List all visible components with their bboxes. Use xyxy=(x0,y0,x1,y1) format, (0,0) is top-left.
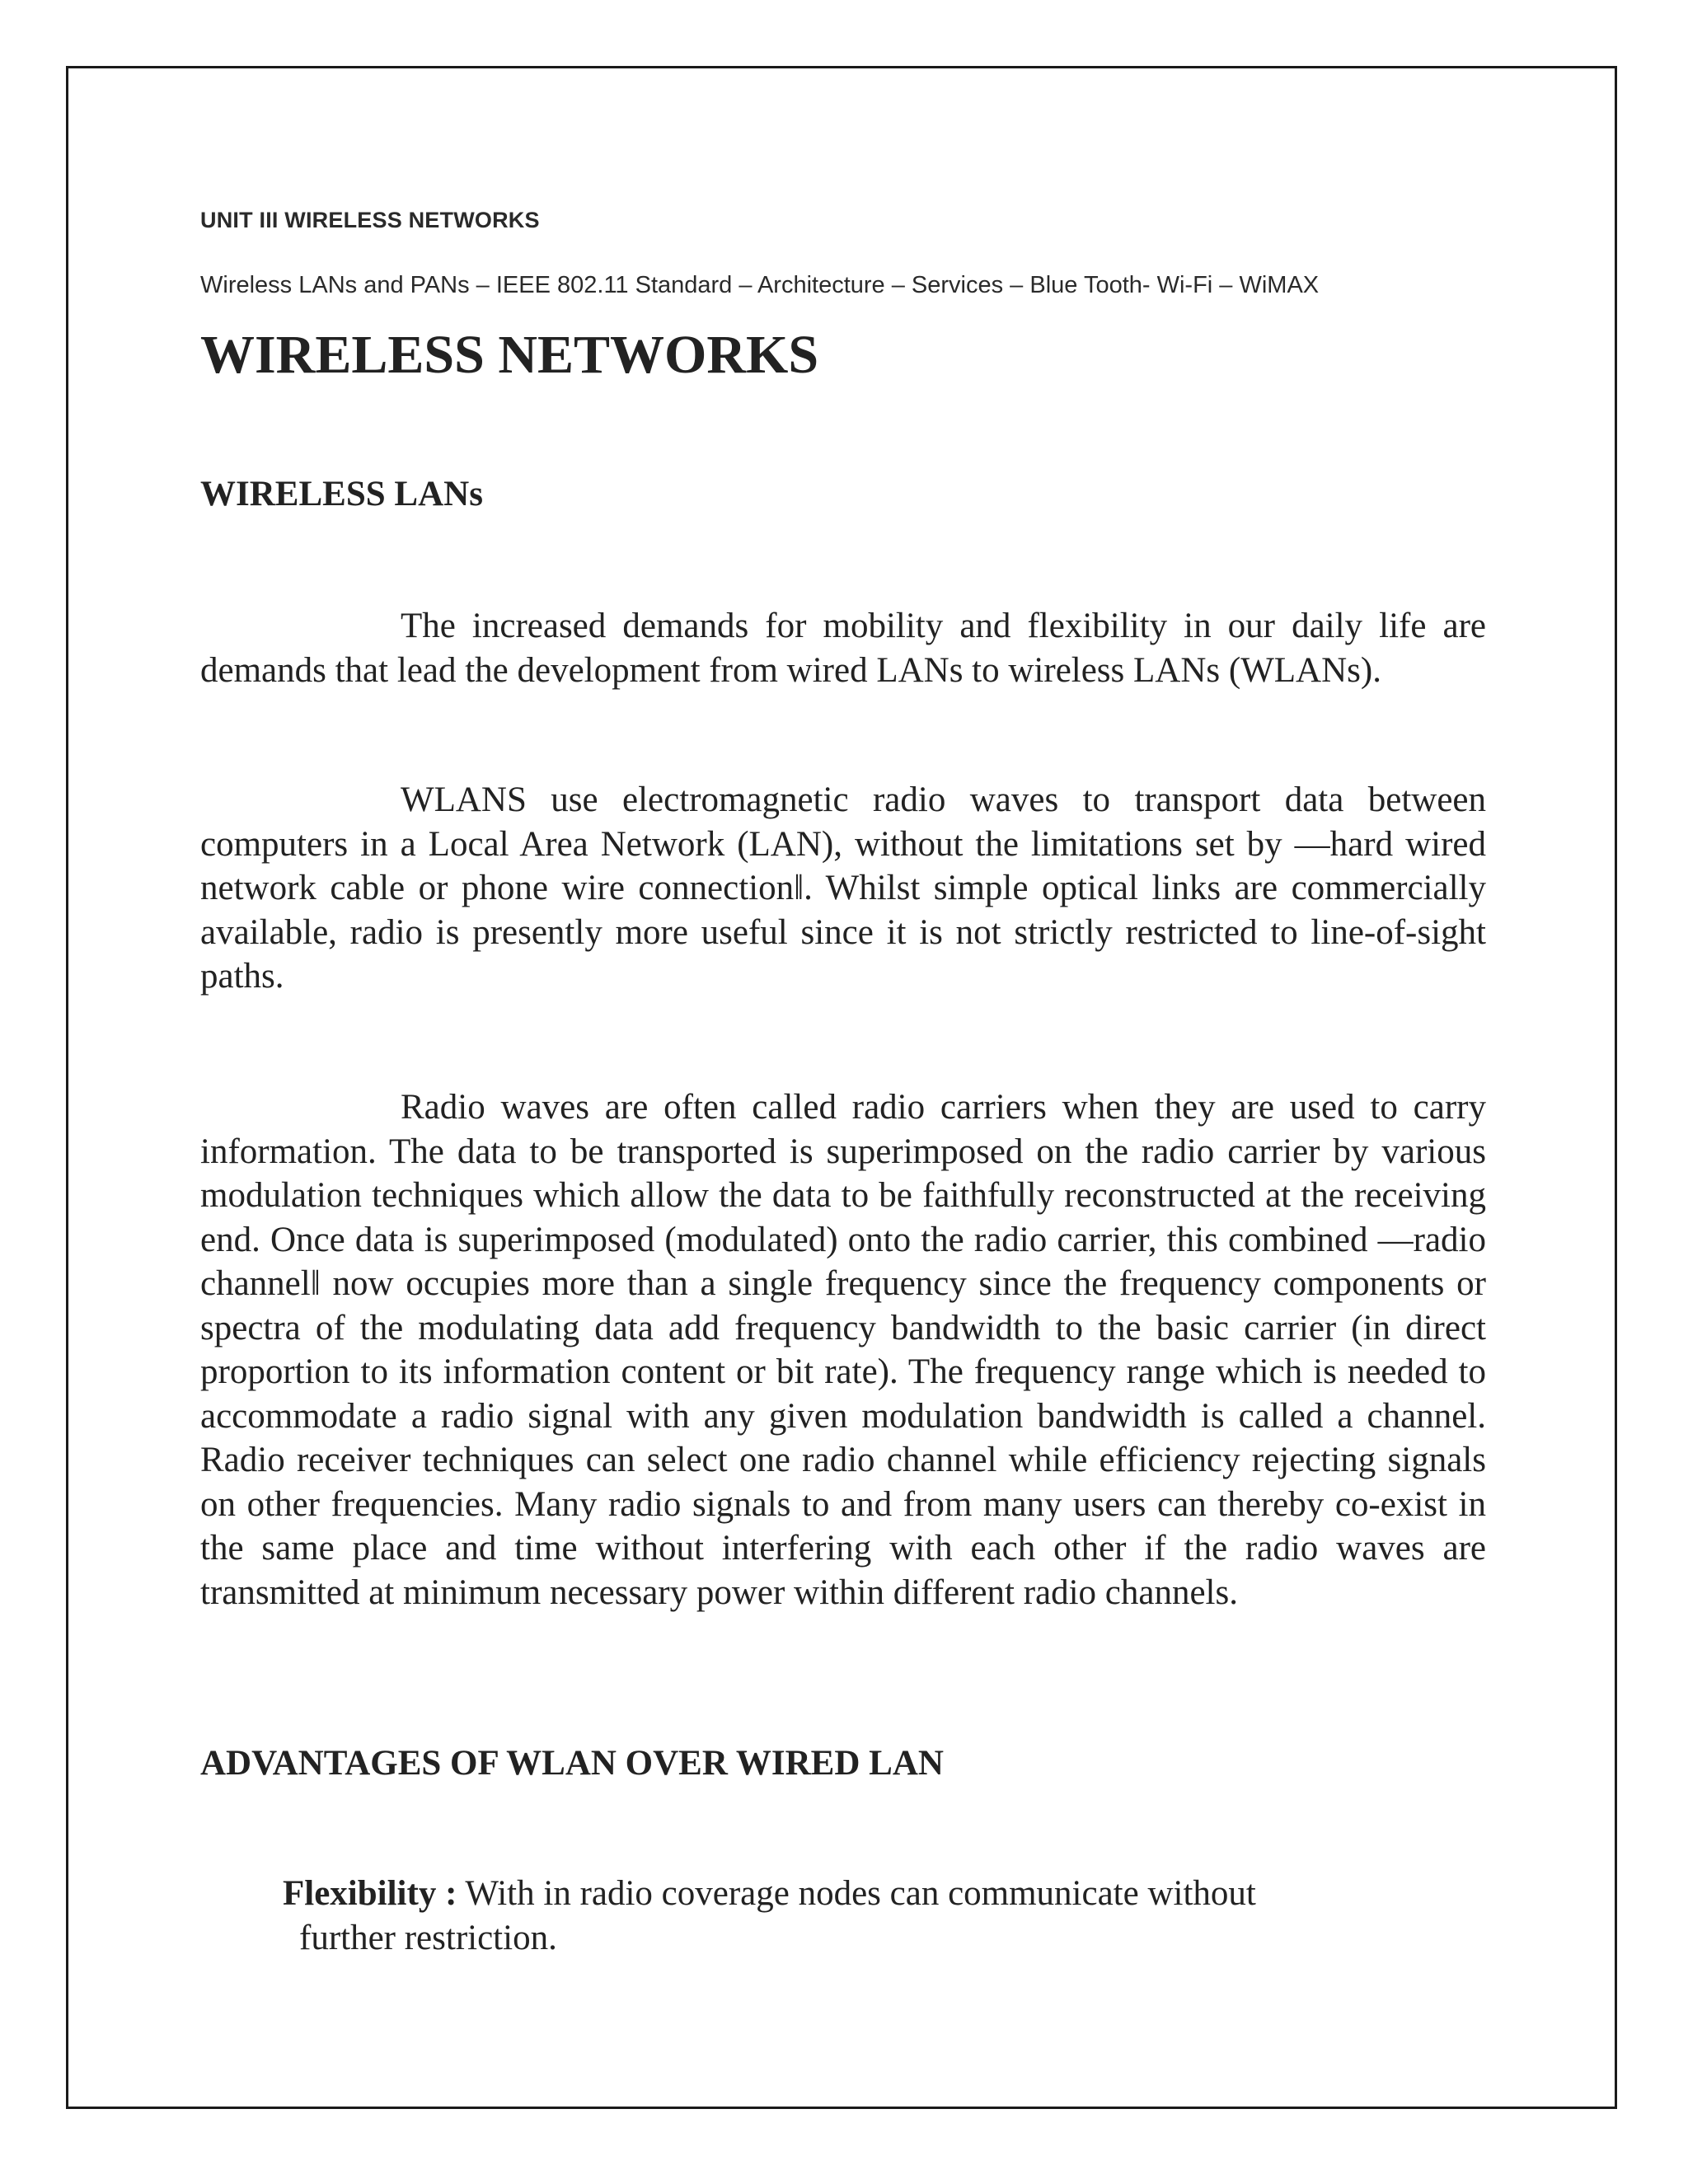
paragraph-radio-waves: Radio waves are often called radio carriers when they are used to carry information. The data to be transported is superimposed on the radio carrier by various modulation techniques which allow the data to be faithfully reconstructed at the receiving end. Once data is superimposed (modulated) onto the radio carrier, this combined ―radio channel‖ now occupies more than a single frequency since the frequency components or spectra of the modulating data add frequency bandwidth to the basic carrier (in direct proportion to its information content or bit rate). The frequency range which is needed to accommodate a radio signal with any given modulation bandwidth is called a channel. Radio receiver techniques can select one radio channel while efficiency rejecting signals on other frequencies. Many radio signals to and from many users can thereby co-exist in the same place and time without interfering with each other if the radio waves are transmitted at minimum necessary power within different radio channels. xyxy=(200,1088,1486,1612)
paragraph-intro: The increased demands for mobility and flexibility in our daily life are demands that lead the development from wired LANs to wireless LANs (WLANs). xyxy=(200,607,1486,690)
page-title: WIRELESS NETWORKS xyxy=(200,325,819,385)
section-heading-wireless-lans: WIRELESS LANs xyxy=(200,475,483,513)
unit-heading: UNIT III WIRELESS NETWORKS xyxy=(200,208,540,232)
advantage-item-flexibility xyxy=(283,1872,1486,1960)
section-heading-advantages: ADVANTAGES OF WLAN OVER WIRED LAN xyxy=(200,1744,944,1783)
paragraph-wlans: WLANS use electromagnetic radio waves to transport data between computers in a Local Area Network (LAN), without the limitations set by ―hard wired network cable or phone wire connection‖. Whilst simple optical links are commercially available, radio is presently more useful since it is not strictly restricted to line-of-sight paths. xyxy=(200,780,1486,996)
unit-topics: Wireless LANs and PANs – IEEE 802.11 Standard – Architecture – Services – Blue Tooth- Wi-Fi – WiMAX xyxy=(200,272,1320,298)
advantage-continuation: further restriction. xyxy=(299,1918,557,1957)
advantage-term: Flexibility : xyxy=(283,1874,457,1913)
advantage-text: With in radio coverage nodes can communicate without xyxy=(465,1874,1256,1913)
